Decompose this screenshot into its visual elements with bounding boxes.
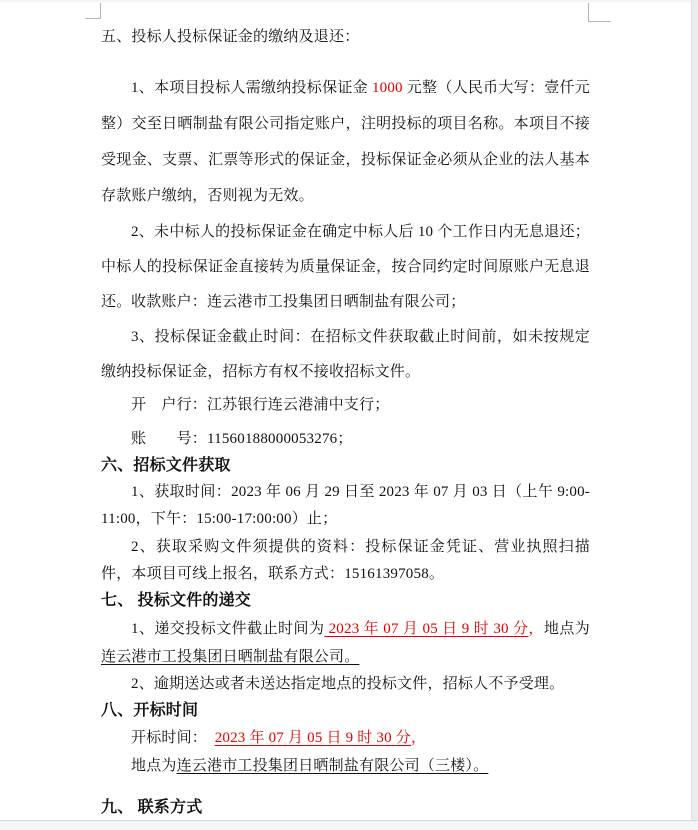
- text-segment: 2、未中标人的投标保证金在确定中标人后 10 个工作日内无息退还；中标人的投标保证金直接转为质量保证金，按合同约定时间原账户无息退还。: [101, 224, 590, 310]
- text-segment: 九、 联系方式: [101, 799, 203, 816]
- bid-opening-time-line: [101, 725, 590, 752]
- text-segment: 1、本项目投标人需缴纳投标保证金: [131, 80, 372, 96]
- bid-opening-place-line: [101, 753, 590, 780]
- section-5-item-3: [101, 320, 590, 390]
- margin-crop-mark-top-right-icon: [588, 3, 611, 22]
- section-5-item-1: [101, 70, 590, 214]
- text-segment: 五、投标人投标保证金的缴纳及退还：: [101, 29, 360, 45]
- account-number-line: [101, 422, 590, 457]
- text-segment: 七、 投标文件的递交: [101, 592, 252, 609]
- text-segment: 地点为: [131, 758, 177, 774]
- red-highlight-text: 2023 年 07 月 05 日 9 时 30 分: [324, 621, 529, 637]
- section-5-heading: [101, 26, 590, 48]
- window-top-edge: [0, 0, 698, 2]
- text-segment: 地点为: [543, 621, 590, 637]
- text-segment: 元整（人民币大写：壹仟元整）交至日晒制盐有限公司指定账户，注明投标的项目名称。本项目不接受现金、支票、汇票等形式的保证金，投标保证金必须从企业的法人基本存款账户缴纳，否则视为无效。: [101, 80, 590, 204]
- section-8-heading: [101, 701, 590, 721]
- text-segment: 3、投标保证金截止时间：在招标文件获取截止时间前，如未按规定缴纳投标保证金，招标方有权不接收招标文件。: [101, 329, 590, 380]
- section-7-item-1: [101, 615, 590, 671]
- section-6-item-1: [101, 479, 590, 533]
- section-6-item-2: [101, 534, 590, 588]
- red-highlight-text: 2023 年 07 月 05 日 9 时 30 分: [214, 730, 411, 746]
- text-segment: 2、获取采购文件须提供的资料：投标保证金凭证、营业执照扫描件，本项目可线上报名，联系方式：15161397058。: [101, 539, 590, 582]
- text-segment: 连云港市工投集团日晒制盐有限公司。: [101, 649, 360, 665]
- text-segment: 开标时间：: [131, 730, 215, 746]
- text-segment: 开 户行：江苏银行连云港浦中支行；: [131, 397, 390, 413]
- section-9-heading: [101, 798, 590, 818]
- red-highlight-text: 1000: [371, 80, 403, 96]
- red-highlight-text: ，: [410, 730, 427, 746]
- vertical-scrollbar[interactable]: [691, 0, 698, 829]
- text-segment: 六、招标文件获取: [101, 457, 231, 474]
- section-6-heading: [101, 456, 590, 476]
- text-segment: 账 号：11560188000053276；: [131, 431, 353, 447]
- margin-crop-mark-top-left-icon: [85, 3, 101, 19]
- text-segment: 1、递交投标文件截止时间为: [131, 621, 325, 637]
- text-segment: 收款账户：连云港市工投集团日晒制盐有限公司；: [131, 294, 466, 310]
- text-segment: 2、逾期送达或者未送达指定地点的投标文件，招标人不予受理。: [131, 676, 565, 692]
- text-segment: 八、开标时间: [101, 702, 199, 719]
- payee-account-line: [101, 285, 590, 320]
- text-segment: 连云港市工投集团日晒制盐有限公司（三楼）。: [176, 758, 489, 774]
- section-7-heading: [101, 591, 590, 611]
- bank-line: [101, 388, 590, 423]
- text-segment: 1、获取时间：2023 年 06 月 29 日至 2023 年 07 月 03 日（上午 9:00-11:00，下午：15:00-17:00:00）止；: [101, 484, 590, 527]
- red-highlight-text: ，: [528, 621, 544, 637]
- section-7-item-2: [101, 671, 590, 698]
